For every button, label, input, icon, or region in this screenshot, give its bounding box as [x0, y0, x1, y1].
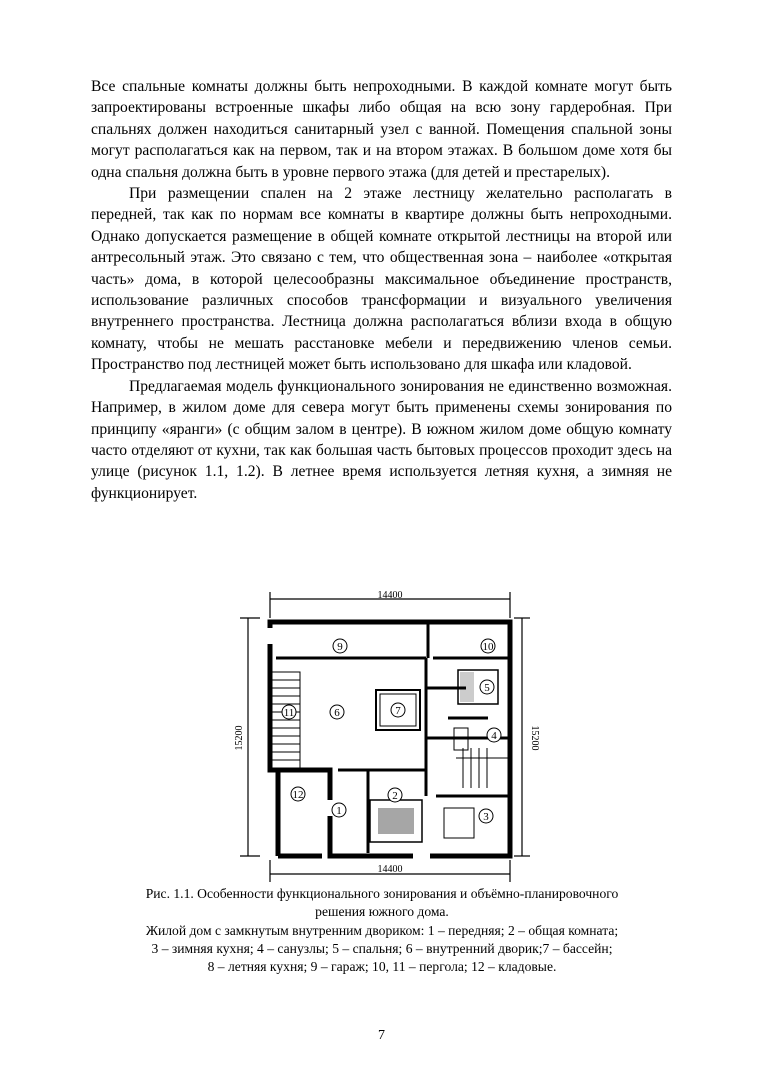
label-9: 9	[337, 641, 343, 653]
label-3: 3	[483, 811, 489, 823]
label-6: 6	[334, 707, 340, 719]
label-10: 10	[482, 641, 494, 653]
dim-right: 15200	[529, 725, 540, 751]
dim-bottom: 14400	[377, 864, 403, 875]
figure-caption	[95, 885, 669, 976]
floor-plan	[218, 588, 538, 884]
caption-desc-1: Жилой дом с замкнутым внутренним двориком: 1 – передняя; 2 – общая комната;	[145, 922, 619, 938]
label-12: 12	[292, 789, 304, 801]
page-number: 7	[378, 1028, 385, 1043]
caption-title-2: решения южного дома.	[315, 904, 449, 920]
label-2: 2	[392, 790, 398, 802]
dim-left: 15200	[234, 725, 245, 751]
body-text	[91, 76, 672, 504]
label-7: 7	[395, 705, 401, 717]
label-11: 11	[283, 707, 295, 719]
caption-desc-3: 8 – летняя кухня; 9 – гараж; 10, 11 – пергола; 12 – кладовые.	[207, 959, 557, 975]
paragraph-3: Предлагаемая модель функционального зонирования не единственно возможная. Например, в жилом доме для севера могут быть применены схемы зонирования по принципу «яранги» (с общим залом в центре). В южном жилом доме общую комнату часто отделяют от кухни, так как большая часть бытовых процессов проходит здесь на улице (рисунок 1.1, 1.2). В летнее время используется летняя кухня, а зимняя не функционирует.	[91, 377, 672, 502]
caption-desc-2: 3 – зимняя кухня; 4 – санузлы; 5 – спальня; 6 – внутренний дворик;7 – бассейн;	[151, 940, 613, 956]
label-4: 4	[491, 730, 497, 742]
label-1: 1	[336, 805, 342, 817]
dim-top: 14400	[377, 590, 403, 601]
caption-title-1: Рис. 1.1. Особенности функционального зонирования и объёмно-планировочного	[145, 886, 619, 901]
paragraph-2: При размещении спален на 2 этаже лестницу желательно располагать в передней, так как по нормам все комнаты в квартире должны быть непроходными. Однако допускается размещение в общей комнате открытой лестницы на второй или антресольный этаж. Это связано с тем, что общественная зона – наиболее «открытая часть» дома, в которой целесообразны максимальное объединение пространств, использование различных способов трансформации и визуального увеличения внутреннего пространства. Лестница должна располагаться вблизи входа в общую комнату, чтобы не мешать расстановке мебели и передвижению членов семьи. Пространство под лестницей может быть использовано для шкафа или кладовой.	[91, 185, 672, 374]
paragraph-1: Все спальные комнаты должны быть непроходными. В каждой комнате могут быть запроектированы встроенные шкафы либо общая на всю зону гардеробная. При спальнях должен находиться санитарный узел с ванной. Помещения спальной зоны могут располагаться как на первом, так и на втором этажах. В большом доме хотя бы одна спальня должна быть в уровне первого этажа (для детей и престарелых).	[91, 78, 672, 181]
label-5: 5	[484, 682, 490, 694]
